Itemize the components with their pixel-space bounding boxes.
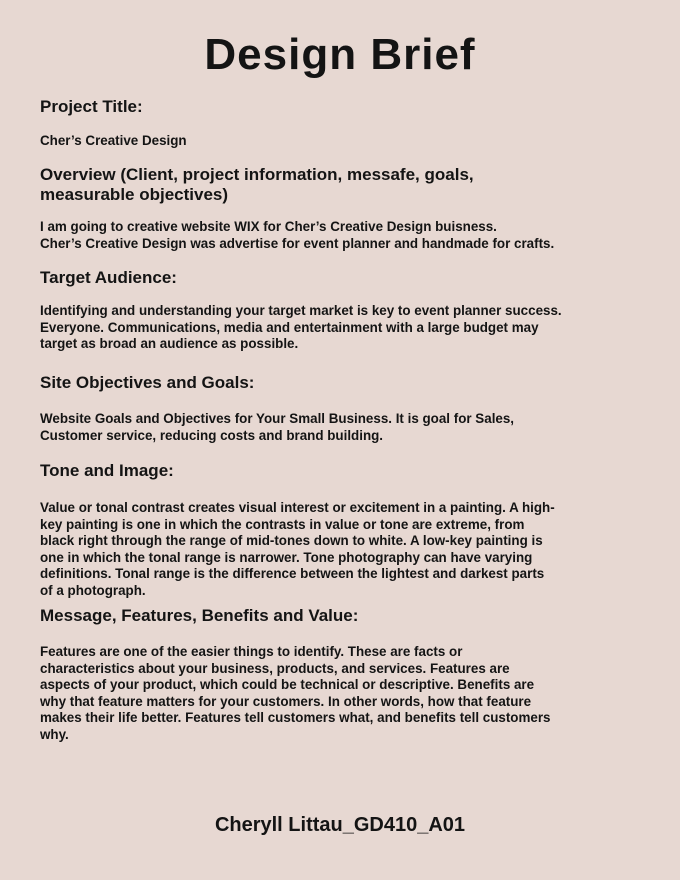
tone-image-line: key painting is one in which the contrasts in value or tone are extreme, from: [40, 516, 525, 532]
message-features-line: why.: [40, 726, 69, 742]
message-features-heading: Message, Features, Benefits and Value:: [40, 606, 359, 625]
overview-text: [40, 219, 645, 252]
target-audience-text: [40, 303, 645, 353]
site-objectives-line: Customer service, reducing costs and brand building.: [40, 427, 384, 443]
project-title-heading: Project Title:: [40, 97, 143, 116]
overview-heading-line: Overview (Client, project information, messafe, goals,: [40, 165, 474, 184]
site-objectives-text: [40, 411, 645, 444]
message-features-line: aspects of your product, which could be technical or descriptive. Benefits are: [40, 677, 535, 692]
message-features-line: why that feature matters for your customers. In other words, how that feature: [40, 693, 532, 709]
tone-image-heading: Tone and Image:: [40, 461, 174, 480]
tone-image-line: black right through the range of mid-tones down to white. A low-key painting is: [40, 533, 543, 548]
overview-line: I am going to creative website WIX for Cher’s Creative Design buisness.: [40, 219, 497, 234]
document-title: Design Brief: [204, 30, 476, 79]
author-footer: Cheryll Littau_GD410_A01: [214, 814, 466, 836]
tone-image-line: definitions. Tonal range is the difference between the lightest and darkest parts: [40, 566, 545, 581]
tone-image-line: one in which the tonal range is narrower. Tone photography can have varying: [40, 549, 533, 565]
tone-image-line: Value or tonal contrast creates visual interest or excitement in a painting. A high-: [40, 500, 555, 515]
project-title-text: Cher’s Creative Design: [40, 133, 187, 148]
overview-heading: [40, 165, 650, 205]
overview-line: Cher’s Creative Design was advertise for event planner and handmade for crafts.: [40, 235, 555, 251]
site-objectives-line: Website Goals and Objectives for Your Small Business. It is goal for Sales,: [40, 411, 515, 426]
message-features-line: Features are one of the easier things to identify. These are facts or: [40, 644, 463, 659]
tone-image-text: [40, 500, 645, 599]
message-features-text: [40, 644, 645, 743]
message-features-line: characteristics about your business, products, and services. Features are: [40, 660, 510, 676]
tone-image-line: of a photograph.: [40, 582, 146, 598]
target-audience-line: Identifying and understanding your target market is key to event planner success.: [40, 303, 562, 318]
target-audience-heading: Target Audience:: [40, 268, 177, 287]
target-audience-line: target as broad an audience as possible.: [40, 336, 299, 351]
overview-heading-line: measurable objectives): [40, 185, 229, 204]
message-features-line: makes their life better. Features tell customers what, and benefits tell customers: [40, 710, 551, 725]
site-objectives-heading: Site Objectives and Goals:: [40, 373, 255, 392]
target-audience-line: Everyone. Communications, media and entertainment with a large budget may: [40, 319, 539, 335]
